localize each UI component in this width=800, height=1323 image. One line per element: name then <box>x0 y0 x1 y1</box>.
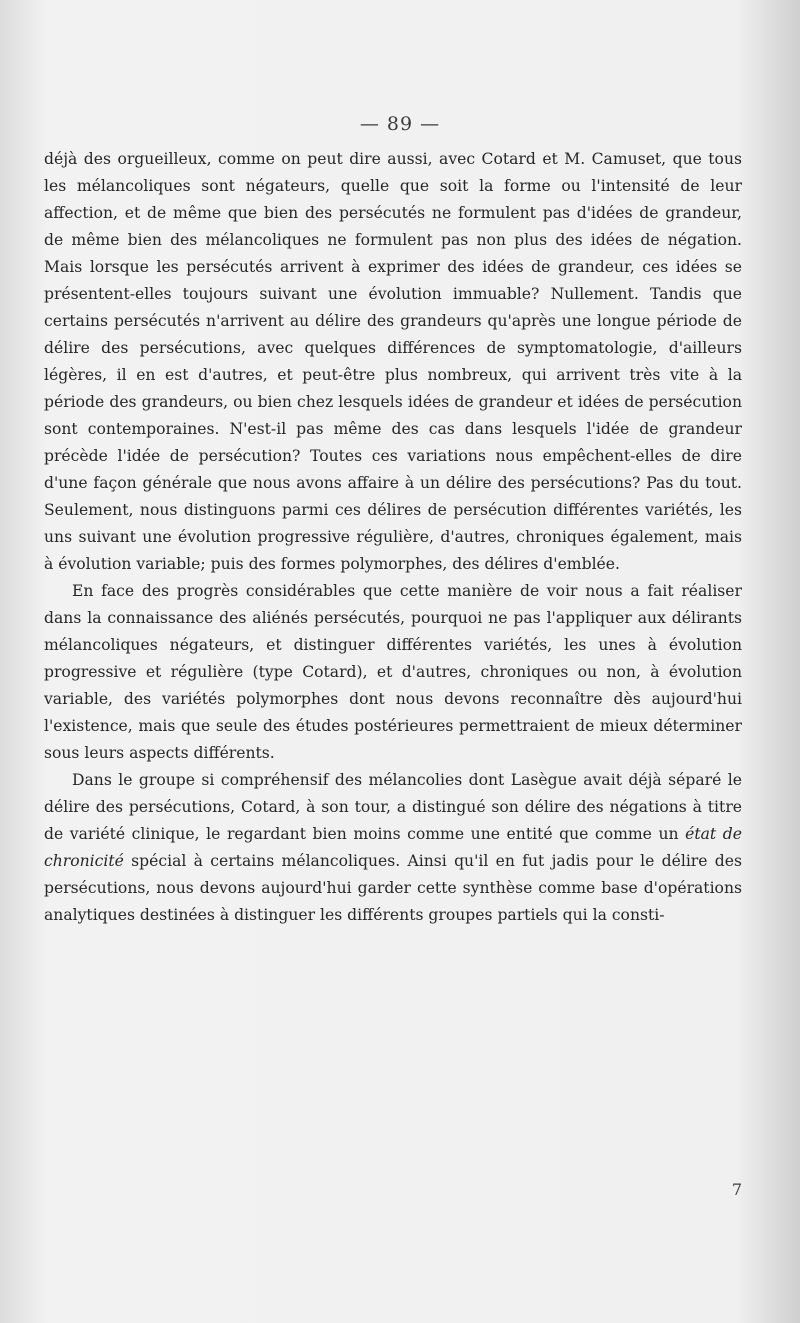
paragraph-1 <box>44 146 742 578</box>
signature-mark: 7 <box>731 1180 742 1199</box>
paragraph-2 <box>44 578 742 767</box>
paragraph-3-italic-phrase: état de chronicité <box>44 825 742 870</box>
paragraph-3-text-a: Dans le groupe si compréhensif des mélancolies dont Lasègue avait déjà séparé le délire des persécutions, Cotard, à son tour, a distingué son délire des négations à titre de variété clinique, le regardant bien moins comme une entité que comme un <box>44 771 742 843</box>
paragraph-3-text-b: spécial à certains mélancoliques. Ainsi qu'il en fut jadis pour le délire des persécutions, nous devons aujourd'hui garder cette synthèse comme base d'opérations analytiques destinées à distinguer les différents groupes partiels qui la consti- <box>44 852 742 924</box>
page-number: — 89 — <box>359 113 441 135</box>
paragraph-1-text: déjà des orgueilleux, comme on peut dire aussi, avec Cotard et M. Camuset, que tous les mélancoliques sont négateurs, quelle que soit la forme ou l'intensité de leur affection, et de même que bien des persécutés ne formulent pas d'idées de grandeur, de même bien des mélancoliques ne formulent pas non plus des idées de négation. Mais lorsque les persécutés arrivent à exprimer des idées de grandeur, ces idées se présentent-elles toujours suivant une évolution immuable? Nullement. Tandis que certains persécutés n'arrivent au délire des grandeurs qu'après une longue période de délire des persécutions, avec quelques différences de symptomatologie, d'ailleurs légères, il en est d'autres, et peut-être plus nombreux, qui arrivent très vite à la période des grandeurs, ou bien chez lesquels idées de grandeur et idées de persécution sont contemporaines. N'est-il pas même des cas dans lesquels l'idée de grandeur précède l'idée de persécution? Toutes ces variations nous empêchent-elles de dire d'une façon générale que nous avons affaire à un délire des persécutions? Pas du tout. Seulement, nous distinguons parmi ces délires de persécution différentes variétés, les uns suivant une évolution progressive régulière, d'autres, chroniques également, mais à évolution variable; puis des formes polymorphes, des délires d'emblée. <box>44 150 742 573</box>
paragraph-3 <box>44 767 742 929</box>
body-text <box>44 146 742 929</box>
paragraph-2-text: En face des progrès considérables que cette manière de voir nous a fait réaliser dans la connaissance des aliénés persécutés, pourquoi ne pas l'appliquer aux délirants mélancoliques négateurs, et distinguer différentes variétés, les unes à évolution progressive et régulière (type Cotard), et d'autres, chroniques ou non, à évolution variable, des variétés polymorphes dont nous devons reconnaître dès aujourd'hui l'existence, mais que seule des études postérieures permettraient de mieux déterminer sous leurs aspects différents. <box>44 582 742 762</box>
